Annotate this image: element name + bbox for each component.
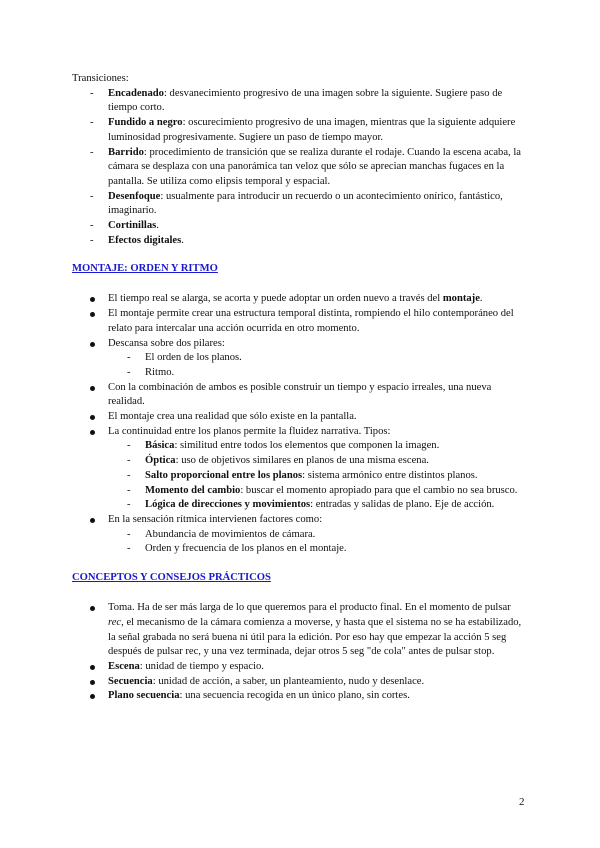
document-page — [72, 72, 524, 704]
list-item — [72, 190, 524, 219]
montaje-list-cont2 — [72, 513, 524, 528]
list-item: - Orden y frecuencia de los planos en el montaje. — [72, 542, 524, 557]
definition: . — [156, 220, 159, 232]
list-item — [72, 689, 524, 704]
term: Fundido a negro — [108, 117, 183, 129]
italic-text: rec — [108, 616, 122, 628]
text: Toma. Ha de ser más larga de lo que queremos para el producto final. En el momento de pulsar — [108, 602, 511, 614]
list-item: Con la combinación de ambos es posible construir un tiempo y espacio irreales, una nueva realidad. — [72, 381, 524, 410]
definition: : procedimiento de transición que se realiza durante el rodaje. Cuando la escena acaba, la cámara se desplaza con una panorámica tan veloz que sólo se aprecian manchas fugaces en la pantalla. Se utiliza como elipsis temporal y espacial. — [108, 146, 521, 187]
list-item — [72, 454, 524, 469]
term: Lógica de direcciones y movimientos — [145, 499, 311, 511]
definition: : oscurecimiento progresivo de una imagen, mientras que la siguiente adquiere luminosidad progresivamente. Sugiere un paso de tiempo mayor. — [108, 117, 516, 143]
list-item — [72, 292, 524, 307]
transiciones-label: Transiciones: — [72, 73, 129, 84]
list-item — [72, 469, 524, 484]
text: Descansa sobre dos pilares: — [108, 337, 225, 349]
term: Plano secuencia — [108, 690, 180, 702]
list-item: - El orden de los planos. — [72, 351, 524, 366]
section-heading-montaje: MONTAJE: ORDEN Y RITMO — [72, 263, 218, 275]
list-item — [72, 660, 524, 675]
definition: : similitud entre todos los elementos que componen la imagen. — [174, 440, 440, 452]
continuidad-tipos-list — [72, 439, 524, 513]
page-number: 2 — [519, 796, 525, 808]
definition: : uso de objetivos similares en planos de una misma escena. — [175, 455, 429, 467]
list-item — [72, 601, 524, 660]
term: Óptica — [145, 455, 176, 467]
section-heading-conceptos: CONCEPTOS Y CONSEJOS PRÁCTICOS — [72, 572, 271, 584]
term: Secuencia — [108, 675, 153, 687]
list-item — [72, 87, 524, 116]
term: Momento del cambio — [145, 484, 241, 496]
montaje-list-cont — [72, 381, 524, 440]
factores-list — [72, 528, 524, 557]
transiciones-list — [72, 87, 524, 249]
text: , el mecanismo de la cámara comienza a moverse, y hasta que el sistema no se ha estabilizado, la señal grabada no será buena ni útil para la edición. Por eso hay que empezar la acción 5 seg después de pulsar rec, y una vez terminada, dejar otros 5 seg "de cola" antes de pulsar stop. — [108, 616, 522, 658]
list-item: El montaje permite crear una estructura temporal distinta, rompiendo el hilo contemporáneo del relato para intercalar una acción ocurrida en otro momento. — [72, 307, 524, 336]
definition: : entradas y salidas de plano. Eje de acción. — [310, 499, 495, 511]
text: . — [479, 293, 483, 305]
term: Encadenado — [108, 87, 164, 99]
term: Efectos digitales — [108, 234, 182, 246]
text: El tiempo real se alarga, se acorta y puede adoptar un orden nuevo a través del — [108, 293, 443, 305]
term: Desenfoque — [108, 190, 161, 202]
term: Cortinillas — [108, 220, 157, 232]
definition: . — [181, 234, 184, 246]
term: Básica — [145, 440, 175, 452]
definition: : unidad de tiempo y espacio. — [139, 660, 264, 672]
pilares-list — [72, 351, 524, 380]
montaje-list — [72, 292, 524, 351]
list-item — [72, 484, 524, 499]
definition: : sistema armónico entre distintos planos. — [302, 469, 478, 481]
definition: : buscar el momento apropiado para que el cambio no sea brusco. — [240, 484, 518, 496]
list-item: En la sensación rítmica intervienen factores como: — [72, 513, 524, 528]
term: Barrido — [108, 146, 144, 158]
list-item — [72, 439, 524, 454]
definition: : desvanecimiento progresivo de una imagen sobre la siguiente. Sugiere paso de tiempo corto. — [108, 87, 503, 114]
list-item — [72, 146, 524, 190]
list-item — [72, 234, 524, 249]
list-item — [72, 219, 524, 234]
list-item — [72, 116, 524, 145]
list-item: - Abundancia de movimientos de cámara. — [72, 528, 524, 543]
list-item — [72, 498, 524, 513]
definition: : usualmente para introducir un recuerdo o un acontecimiento onírico, fantástico, imaginario. — [108, 190, 503, 217]
list-item: La continuidad entre los planos permite la fluidez narrativa. Tipos: — [72, 425, 524, 440]
term: Salto proporcional entre los planos — [145, 469, 303, 481]
term: montaje — [442, 293, 480, 305]
term: Escena — [108, 660, 140, 672]
list-item: - Ritmo. — [72, 366, 524, 381]
list-item — [72, 675, 524, 690]
definition: : una secuencia recogida en un único plano, sin cortes. — [179, 690, 410, 702]
list-item — [72, 337, 524, 352]
list-item: El montaje crea una realidad que sólo existe en la pantalla. — [72, 410, 524, 425]
conceptos-list — [72, 601, 524, 704]
definition: : unidad de acción, a saber, un planteamiento, nudo y desenlace. — [152, 675, 425, 687]
